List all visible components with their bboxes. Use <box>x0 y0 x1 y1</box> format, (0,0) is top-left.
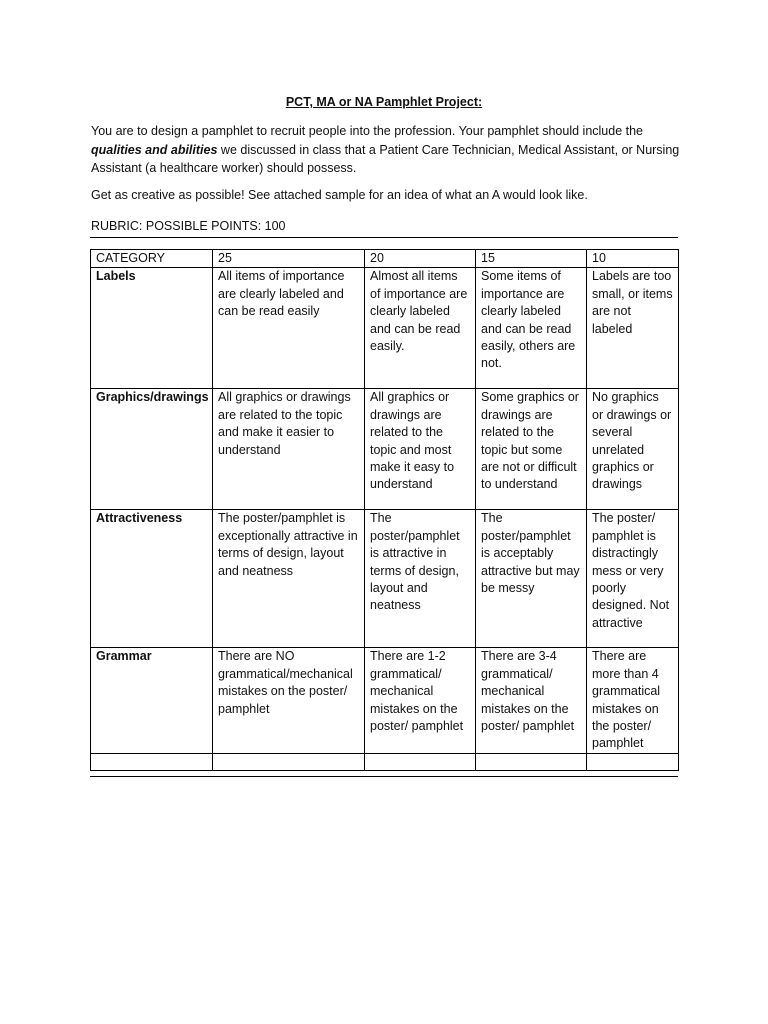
table-row <box>91 268 679 389</box>
intro-text-start: You are to design a pamphlet to recruit people into the profession. Your pamphlet should include the <box>91 124 644 138</box>
table-cell: No graphics or drawings or several unrelated graphics or drawings <box>587 389 679 510</box>
bottom-divider <box>90 776 678 777</box>
intro-emphasis: qualities and abilities <box>91 142 218 157</box>
table-cell: All graphics or drawings are related to the topic and make it easier to understand <box>213 389 365 510</box>
table-cell: The poster/pamphlet is exceptionally attractive in terms of design, layout and neatness <box>213 510 365 648</box>
category-cell: Graphics/drawings <box>91 389 213 510</box>
category-cell: Attractiveness <box>91 510 213 648</box>
table-cell: All items of importance are clearly labeled and can be read easily <box>213 268 365 389</box>
empty-cell <box>476 753 587 770</box>
header-cell-category: CATEGORY <box>91 250 213 268</box>
document-title: PCT, MA or NA Pamphlet Project: <box>285 95 483 109</box>
table-cell: There are more than 4 grammatical mistakes on the poster/ pamphlet <box>587 648 679 753</box>
table-cell: There are 3-4 grammatical/ mechanical mistakes on the poster/ pamphlet <box>476 648 587 753</box>
table-row <box>91 648 679 753</box>
table-row <box>91 510 679 648</box>
header-cell-15: 15 <box>476 250 587 268</box>
header-cell-25: 25 <box>213 250 365 268</box>
table-cell: The poster/ pamphlet is distractingly mess or very poorly designed. Not attractive <box>587 510 679 648</box>
table-cell: There are NO grammatical/mechanical mistakes on the poster/ pamphlet <box>213 648 365 753</box>
empty-table-row <box>91 753 679 770</box>
empty-cell <box>91 753 213 770</box>
table-header-row <box>91 250 679 268</box>
creative-note: Get as creative as possible! See attached sample for an idea of what an A would look like. <box>91 188 588 202</box>
top-divider <box>90 237 678 238</box>
table-cell: Some graphics or drawings are related to the topic but some are not or difficult to understand <box>476 389 587 510</box>
table-cell: The poster/pamphlet is acceptably attractive but may be messy <box>476 510 587 648</box>
intro-paragraph <box>91 122 681 178</box>
header-cell-10: 10 <box>587 250 679 268</box>
category-cell: Grammar <box>91 648 213 753</box>
category-cell: Labels <box>91 268 213 389</box>
rubric-heading: RUBRIC: POSSIBLE POINTS: 100 <box>91 219 286 233</box>
empty-cell <box>213 753 365 770</box>
table-cell: There are 1-2 grammatical/ mechanical mistakes on the poster/ pamphlet <box>365 648 476 753</box>
rubric-table <box>90 249 679 771</box>
table-row <box>91 389 679 510</box>
empty-cell <box>365 753 476 770</box>
intro-text-end: we discussed in class that a Patient Care Technician, Medical Assistant, or Nursing Assistant (a healthcare worker) should possess. <box>91 142 680 175</box>
table-cell: Labels are too small, or items are not labeled <box>587 268 679 389</box>
table-cell: The poster/pamphlet is attractive in terms of design, layout and neatness <box>365 510 476 648</box>
table-cell: Some items of importance are clearly labeled and can be read easily, others are not. <box>476 268 587 389</box>
table-cell: All graphics or drawings are related to the topic and most make it easy to understand <box>365 389 476 510</box>
table-cell: Almost all items of importance are clearly labeled and can be read easily. <box>365 268 476 389</box>
header-cell-20: 20 <box>365 250 476 268</box>
empty-cell <box>587 753 679 770</box>
